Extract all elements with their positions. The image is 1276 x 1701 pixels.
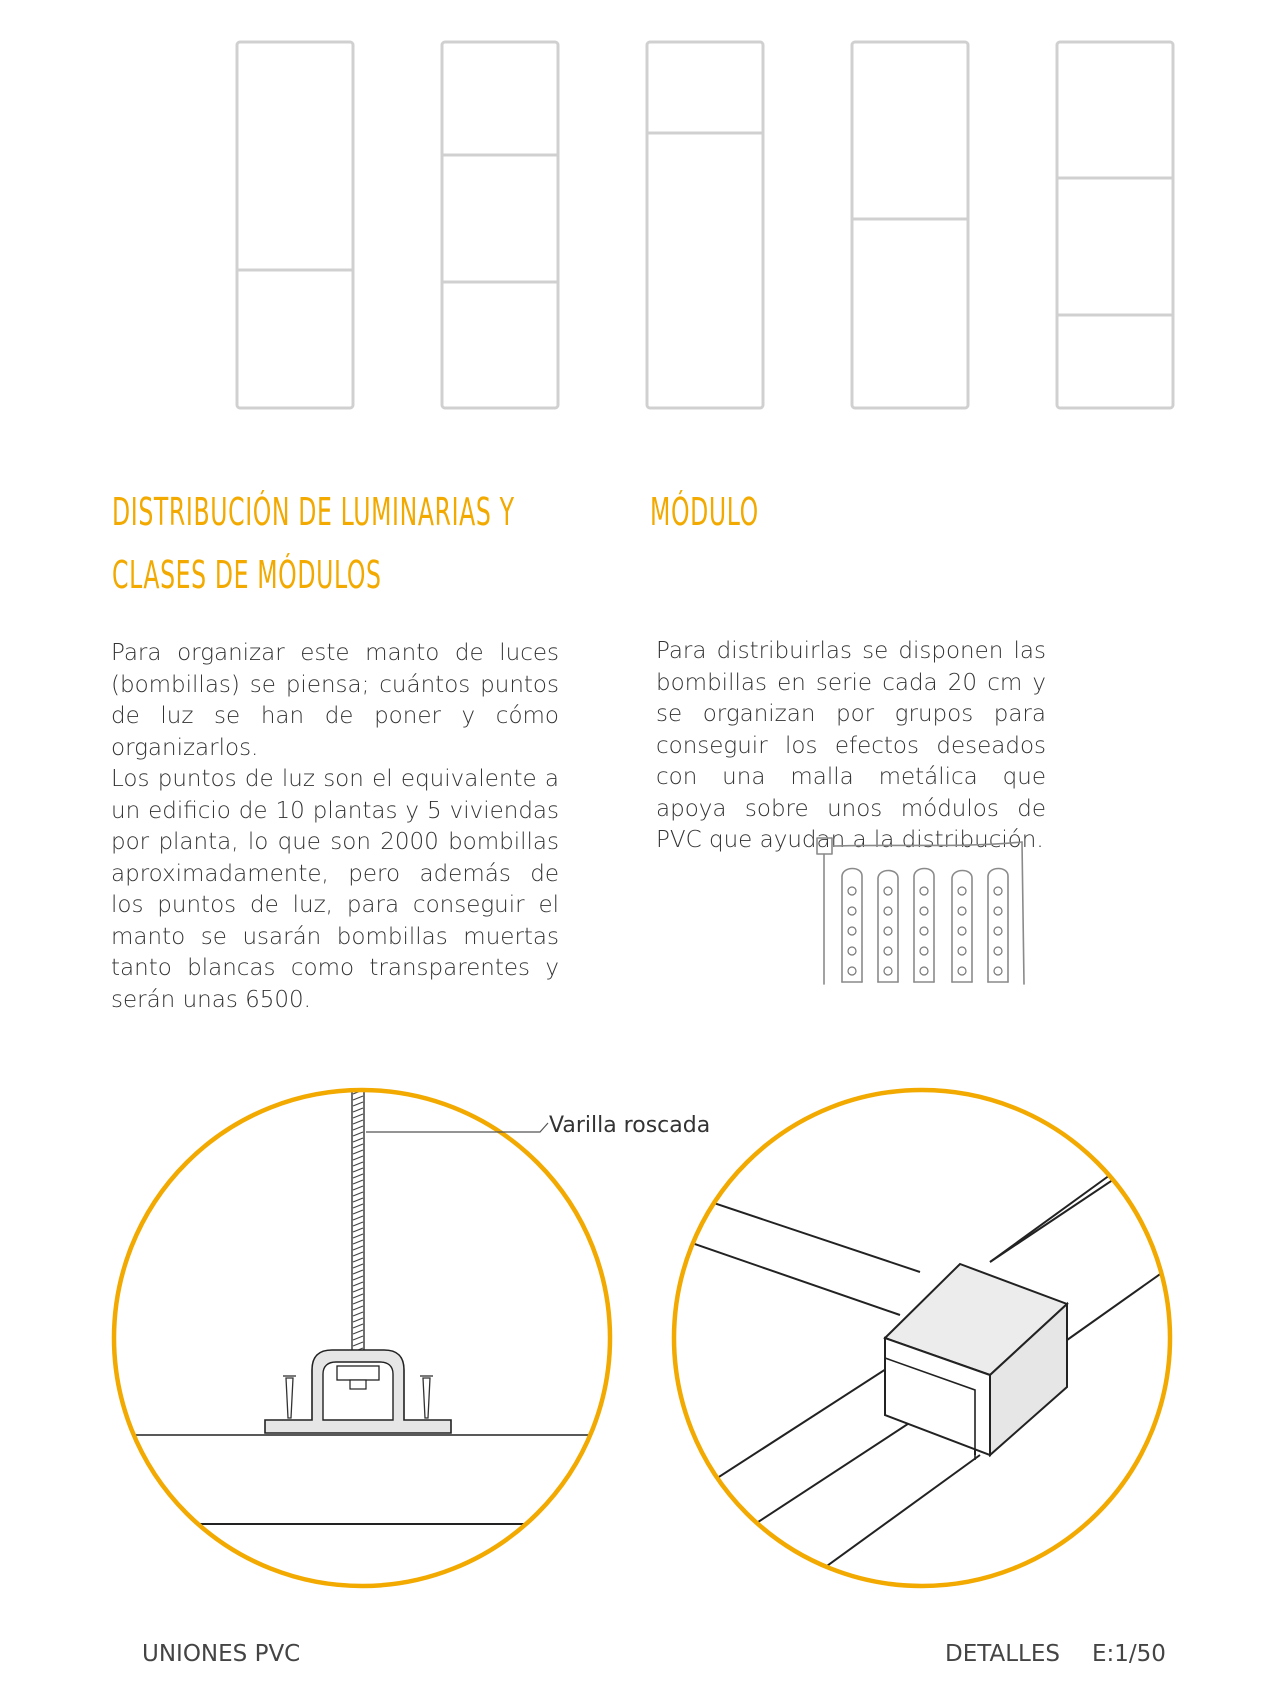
footer-scale: E:1/50 bbox=[1092, 1641, 1166, 1667]
footer-title: UNIONES PVC bbox=[142, 1641, 301, 1667]
footer-details: DETALLES bbox=[945, 1641, 1060, 1667]
paragraph-organization: Para organizar este manto de luces (bombillas) se piensa; cuántos puntos de luz se han de poner y cómo organizarlos. bbox=[111, 640, 559, 761]
detail-pvc-union bbox=[660, 1060, 1180, 1620]
module-types-drawing bbox=[0, 0, 1276, 420]
module-heading: MÓDULO bbox=[650, 490, 759, 534]
module-type-3 bbox=[647, 42, 763, 408]
module-sketch bbox=[812, 836, 1027, 984]
paragraph-light-points: Los puntos de luz son el equivalente a un edificio de 10 plantas y 5 viviendas por planta, lo que son 2000 bombillas aproximadamente, pero además de los puntos de luz, para conseguir el manto se usarán bombillas muertas tanto blancas como transparentes y serán unas 6500. bbox=[111, 766, 559, 1013]
rod-thread bbox=[353, 1084, 363, 1088]
module-type-5 bbox=[1057, 42, 1173, 408]
module-type-4 bbox=[852, 42, 968, 408]
detail-threaded-rod bbox=[0, 1060, 640, 1620]
section-heading-line-2: CLASES DE MÓDULOS bbox=[112, 553, 382, 597]
section-heading-line-1: DISTRIBUCIÓN DE LUMINARIAS Y bbox=[112, 490, 515, 534]
paragraph-module: Para distribuirlas se disponen las bombillas en serie cada 20 cm y se organizan por grupos para conseguir los efectos deseados con una malla metálica que apoya sobre unos módulos de PVC que ayudan a la distribución. bbox=[656, 638, 1046, 853]
module-type-1 bbox=[237, 42, 353, 408]
threaded-rod-label: Varilla roscada bbox=[549, 1113, 711, 1138]
module-type-2 bbox=[442, 42, 558, 408]
